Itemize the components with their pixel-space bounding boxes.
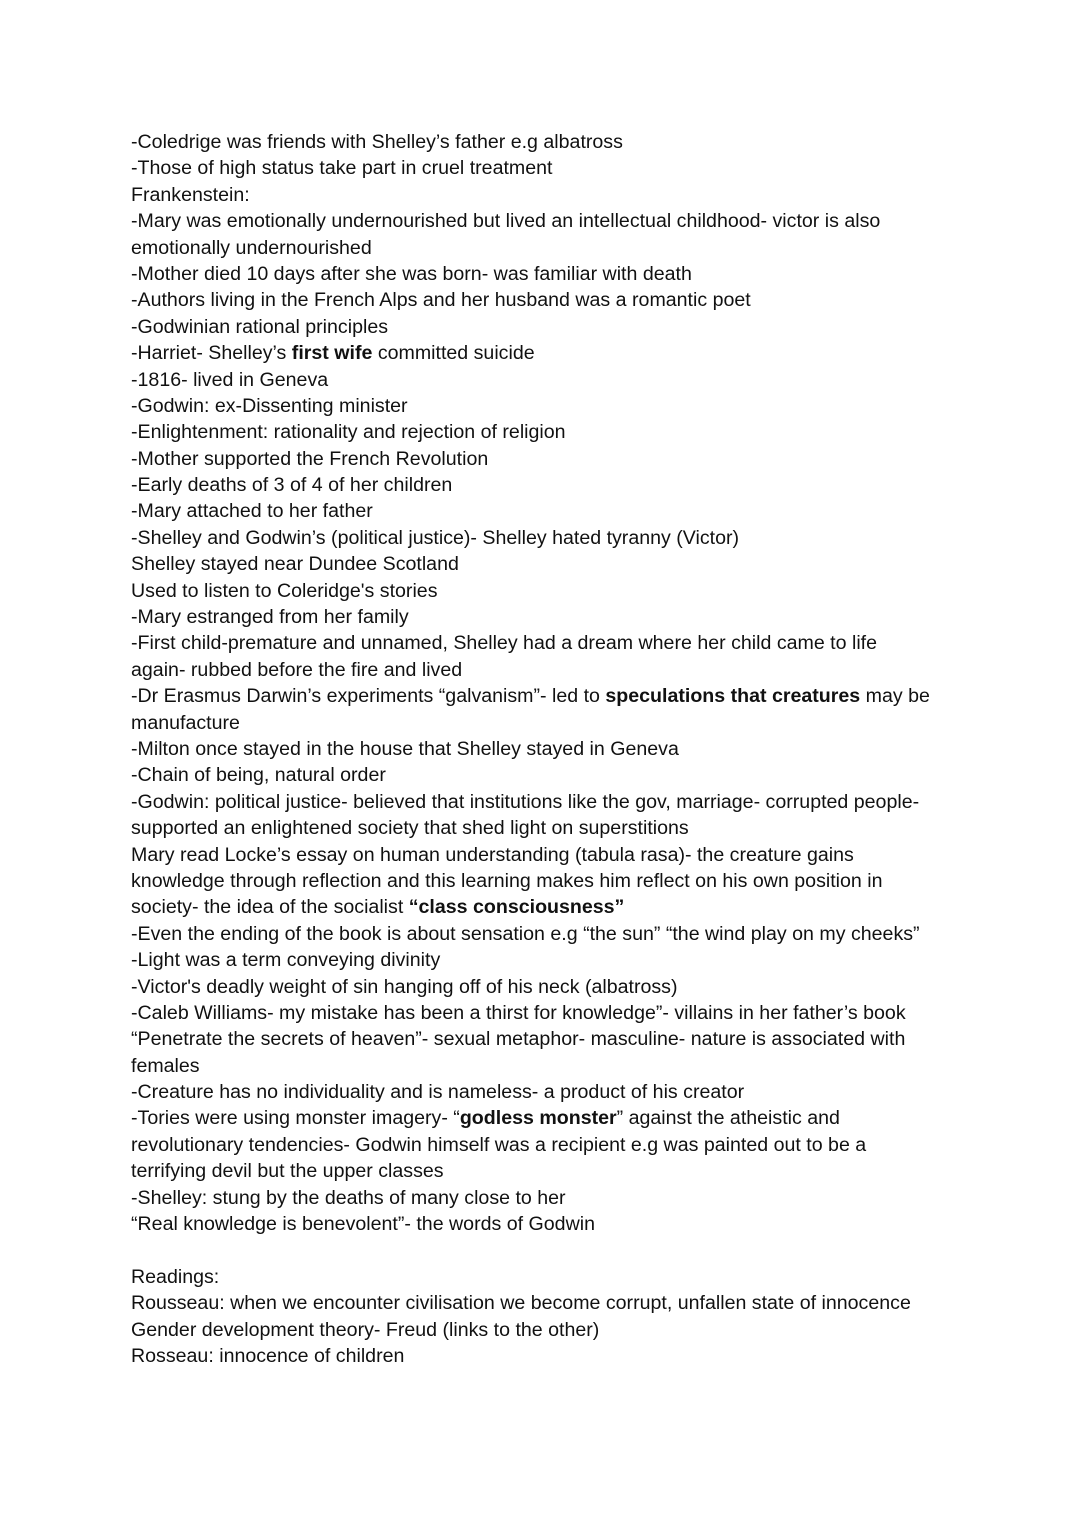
text-line (131, 921, 961, 947)
text-line (131, 1158, 961, 1184)
bold-text: “class consciousness” (408, 896, 625, 919)
text-segment: knowledge through reflection and this learning makes him reflect on his own position in (131, 869, 883, 892)
text-segment: terrifying devil but the upper classes (131, 1160, 444, 1183)
text-line (131, 261, 961, 287)
text-segment: emotionally undernourished (131, 236, 372, 259)
text-segment: -Godwinian rational principles (131, 315, 389, 338)
text-segment: Rousseau: when we encounter civilisation we become corrupt, unfallen state of innocence (131, 1292, 911, 1315)
text-line (131, 657, 961, 683)
text-line (131, 947, 961, 973)
text-segment: -Mary was emotionally undernourished but lived an intellectual childhood- victor is also (131, 210, 881, 233)
text-segment: -Mother died 10 days after she was born- was familiar with death (131, 262, 692, 285)
text-line (131, 551, 961, 577)
text-line (131, 868, 961, 894)
text-segment: again- rubbed before the fire and lived (131, 658, 463, 681)
text-line (131, 789, 961, 815)
text-line (131, 815, 961, 841)
text-line (131, 1317, 961, 1343)
text-segment: -Enlightenment: rationality and rejection of religion (131, 421, 566, 444)
text-line (131, 710, 961, 736)
text-line (131, 1290, 961, 1316)
bold-text: first wife (291, 342, 373, 365)
text-segment: Used to listen to Coleridge's stories (131, 579, 438, 602)
bold-text: godless monster (459, 1107, 617, 1130)
text-segment: Frankenstein: (131, 183, 250, 206)
text-line (131, 1079, 961, 1105)
text-line (131, 1343, 961, 1369)
text-segment: -Victor's deadly weight of sin hanging off of his neck (albatross) (131, 975, 678, 998)
text-line (131, 393, 961, 419)
text-line (131, 1185, 961, 1211)
text-segment: -Dr Erasmus Darwin’s experiments “galvanism”- led to (131, 685, 606, 708)
text-line (131, 155, 961, 181)
text-segment: -Milton once stayed in the house that Shelley stayed in Geneva (131, 737, 679, 760)
text-line (131, 1105, 961, 1131)
text-line (131, 1053, 961, 1079)
text-segment: -Mary attached to her father (131, 500, 373, 523)
text-segment: -Chain of being, natural order (131, 764, 386, 787)
text-line (131, 498, 961, 524)
text-segment: society- the idea of the socialist (131, 896, 409, 919)
text-line (131, 974, 961, 1000)
text-line (131, 182, 961, 208)
text-segment: -Those of high status take part in cruel treatment (131, 157, 553, 180)
text-segment: revolutionary tendencies- Godwin himself was a recipient e.g was painted out to be a (131, 1133, 867, 1156)
text-line (131, 604, 961, 630)
text-line (131, 314, 961, 340)
blank-line (131, 1237, 961, 1263)
text-segment: Mary read Locke’s essay on human understanding (tabula rasa)- the creature gains (131, 843, 854, 866)
text-segment: -1816- lived in Geneva (131, 368, 329, 391)
text-segment: “Penetrate the secrets of heaven”- sexual metaphor- masculine- nature is associated with (131, 1028, 906, 1051)
text-line (131, 340, 961, 366)
text-segment: -Shelley and Godwin’s (political justice)- Shelley hated tyranny (Victor) (131, 526, 740, 549)
text-segment: -Mary estranged from her family (131, 606, 409, 629)
text-segment: females (131, 1054, 200, 1077)
text-line (131, 472, 961, 498)
text-line (131, 208, 961, 234)
text-segment: Shelley stayed near Dundee Scotland (131, 553, 459, 576)
text-segment: -First child-premature and unnamed, Shelley had a dream where her child came to life (131, 632, 878, 655)
text-line (131, 736, 961, 762)
text-segment: -Godwin: political justice- believed that institutions like the gov, marriage- corrupted people- (131, 790, 920, 813)
text-segment: -Creature has no individuality and is nameless- a product of his creator (131, 1081, 745, 1104)
text-line (131, 683, 961, 709)
text-line (131, 1132, 961, 1158)
text-segment: -Godwin: ex-Dissenting minister (131, 394, 408, 417)
text-line (131, 287, 961, 313)
text-line (131, 419, 961, 445)
text-line (131, 578, 961, 604)
text-line (131, 446, 961, 472)
text-segment: -Light was a term conveying divinity (131, 949, 441, 972)
notes-document (131, 129, 961, 1369)
text-line (131, 525, 961, 551)
text-segment: -Even the ending of the book is about sensation e.g “the sun” “the wind play on my cheeks” (131, 922, 920, 945)
text-segment: ” against the atheistic and (616, 1107, 840, 1130)
text-line (131, 367, 961, 393)
text-segment: -Early deaths of 3 of 4 of her children (131, 474, 453, 497)
text-segment: “Real knowledge is benevolent”- the words of Godwin (131, 1213, 595, 1236)
text-line (131, 1026, 961, 1052)
text-segment: Rosseau: innocence of children (131, 1344, 405, 1367)
text-segment: -Authors living in the French Alps and her husband was a romantic poet (131, 289, 751, 312)
text-segment: -Mother supported the French Revolution (131, 447, 489, 470)
text-segment: -Shelley: stung by the deaths of many close to her (131, 1186, 566, 1209)
text-segment: -Coledrige was friends with Shelley’s father e.g albatross (131, 131, 623, 153)
text-segment: may be (860, 685, 930, 708)
text-segment: supported an enlightened society that shed light on superstitions (131, 817, 689, 840)
text-segment: Readings: (131, 1265, 220, 1288)
text-line (131, 235, 961, 261)
text-segment: Gender development theory- Freud (links to the other) (131, 1318, 600, 1341)
text-line (131, 1211, 961, 1237)
text-line (131, 1264, 961, 1290)
text-segment: -Tories were using monster imagery- “ (131, 1107, 460, 1130)
text-line (131, 1000, 961, 1026)
text-line (131, 842, 961, 868)
text-line (131, 894, 961, 920)
text-line (131, 630, 961, 656)
bold-text: speculations that creatures (605, 685, 861, 708)
text-segment: -Harriet- Shelley’s (131, 342, 292, 365)
text-segment: manufacture (131, 711, 240, 734)
text-segment: -Caleb Williams- my mistake has been a thirst for knowledge”- villains in her father’s book (131, 1001, 906, 1024)
text-line (131, 762, 961, 788)
text-segment: committed suicide (372, 342, 535, 365)
text-line (131, 129, 961, 155)
